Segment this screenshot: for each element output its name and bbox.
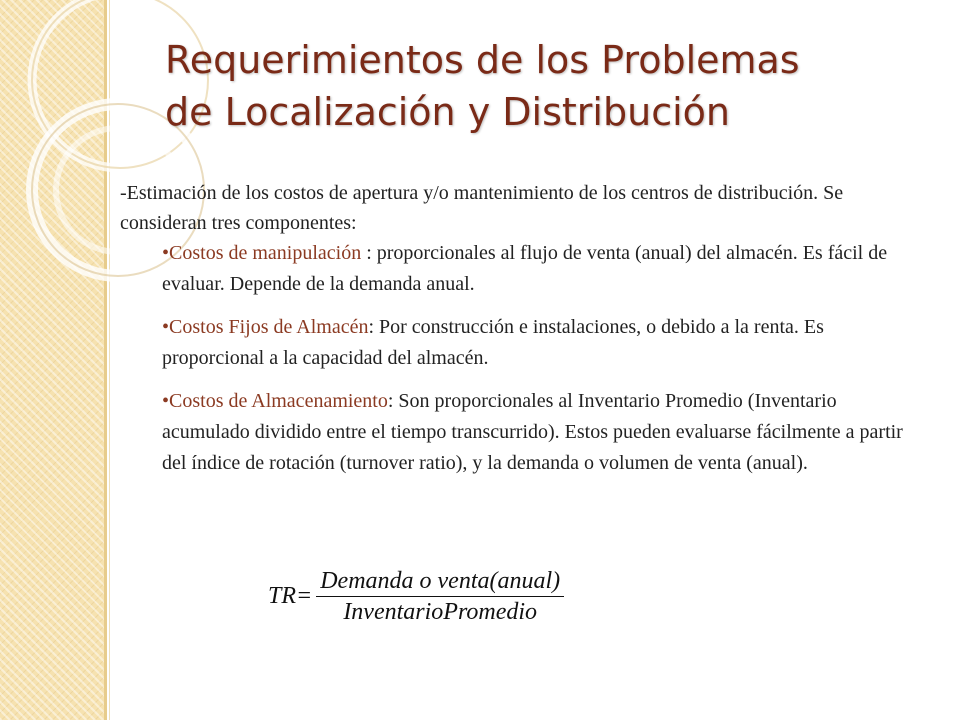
bullet-text: : Son proporcionales al Inventario Promedio (Inventario acumulado dividido entre el tiempo transcurrido). Estos pueden evaluarse fácilmente a partir del índice de rotación (turnover ratio), y la demanda o volumen de venta (anual). bbox=[162, 390, 903, 474]
formula-lhs: TR= bbox=[268, 582, 313, 609]
bullet-term: Costos Fijos de Almacén bbox=[169, 316, 369, 338]
bullet-text: : Por construcción e instalaciones, o debido a la renta. Es proporcional a la capacidad del almacén. bbox=[162, 316, 824, 369]
bullet-item bbox=[162, 238, 920, 300]
formula-denominator: InventarioPromedio bbox=[343, 598, 538, 625]
side-divider bbox=[104, 0, 107, 720]
decorative-side-band bbox=[0, 0, 104, 720]
turnover-ratio-formula bbox=[268, 566, 564, 626]
bullet-marker: • bbox=[162, 242, 170, 264]
title-line-1: Requerimientos de los Problemas bbox=[165, 38, 800, 82]
formula-fraction bbox=[316, 568, 564, 625]
title-line-2: de Localización y Distribución bbox=[165, 90, 730, 134]
bullet-item bbox=[162, 312, 920, 374]
formula-numerator: Demanda o venta(anual) bbox=[320, 567, 561, 594]
side-divider-thin bbox=[109, 0, 110, 720]
intro-paragraph: -Estimación de los costos de apertura y/o mantenimiento de los centros de distribución. Se consideran tres componentes: bbox=[120, 182, 844, 234]
bullet-text: : proporcionales al flujo de venta (anual) del almacén. Es fácil de evaluar. Depende de la demanda anual. bbox=[162, 242, 888, 295]
bullet-item bbox=[162, 386, 920, 479]
content-body bbox=[120, 178, 920, 479]
bullet-marker: • bbox=[162, 390, 170, 412]
bullet-term: Costos de manipulación bbox=[169, 242, 362, 264]
bullet-term: Costos de Almacenamiento bbox=[169, 390, 388, 412]
page-title bbox=[165, 34, 925, 138]
bullet-marker: • bbox=[162, 316, 170, 338]
